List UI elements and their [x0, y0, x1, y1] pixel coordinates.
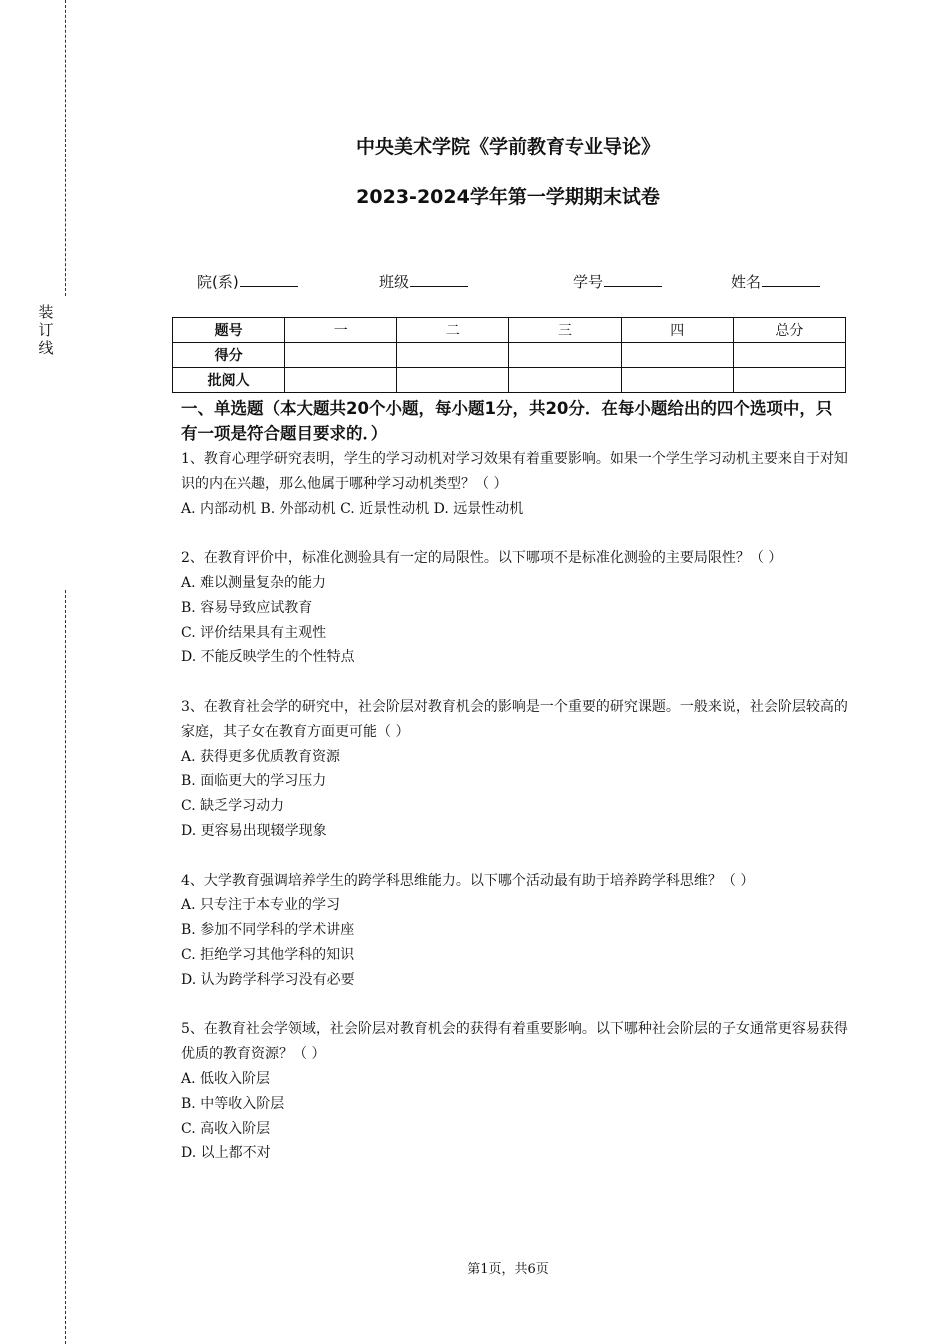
- grader-cell[interactable]: [621, 368, 733, 393]
- score-table-header-cell: 三: [509, 318, 621, 343]
- score-table: [172, 317, 846, 393]
- question-list: [181, 447, 853, 1191]
- score-table-header-cell: 一: [285, 318, 397, 343]
- option-b: B. 参加不同学科的学术讲座: [181, 922, 355, 939]
- name-label: 姓名: [731, 273, 762, 291]
- question-item: [181, 1017, 853, 1166]
- question-stem: 1、教育心理学研究表明，学生的学习动机对学习效果有着重要影响。如果一个学生学习动机主要来自于对知识的内在兴趣，那么他属于哪种学习动机类型？（ ）: [181, 451, 848, 492]
- score-table-header-cell: 二: [397, 318, 509, 343]
- option-b: B. 容易导致应试教育: [181, 599, 313, 616]
- question-item: [181, 546, 853, 670]
- student-id-field[interactable]: [573, 270, 662, 292]
- class-label: 班级: [379, 273, 410, 291]
- question-options: A. 内部动机 B. 外部动机 C. 近景性动机 D. 远景性动机: [181, 500, 524, 517]
- score-table-header-row: [173, 318, 846, 343]
- name-field[interactable]: [731, 270, 820, 292]
- student-info-row: [0, 270, 950, 294]
- college-blank[interactable]: [240, 270, 298, 287]
- exam-title-line1: 中央美术学院《学前教育专业导论》: [355, 136, 660, 158]
- question-item: [181, 869, 853, 993]
- class-blank[interactable]: [410, 270, 468, 287]
- exam-title-line2: 2023-2024学年第一学期期末试卷: [356, 186, 660, 208]
- grader-cell[interactable]: [733, 368, 845, 393]
- score-cell[interactable]: [397, 343, 509, 368]
- binding-label: [36, 303, 56, 357]
- page-footer: 第1页，共6页: [467, 1262, 549, 1277]
- option-a: A. 获得更多优质教育资源: [181, 748, 341, 765]
- question-stem: 3、在教育社会学的研究中，社会阶层对教育机会的影响是一个重要的研究课题。一般来说，社会阶层较高的家庭，其子女在教育方面更可能（ ）: [181, 698, 848, 740]
- option-d: D. 不能反映学生的个性特点: [181, 649, 355, 666]
- score-cell[interactable]: [621, 343, 733, 368]
- binding-char: 线: [38, 339, 54, 357]
- option-d: D. 更容易出现辍学现象: [181, 822, 327, 839]
- question-item: [181, 447, 853, 521]
- option-a: A. 难以测量复杂的能力: [181, 574, 327, 591]
- college-label: 院(系): [197, 273, 239, 291]
- score-table-row: [173, 368, 846, 393]
- option-b: B. 面临更大的学习压力: [181, 773, 327, 790]
- option-c: C. 拒绝学习其他学科的知识: [181, 946, 355, 963]
- score-cell[interactable]: [285, 343, 397, 368]
- score-table-header-cell: 题号: [173, 318, 285, 343]
- question-stem: 4、大学教育强调培养学生的跨学科思维能力。以下哪个活动最有助于培养跨学科思维？（ ）: [181, 872, 755, 889]
- score-cell[interactable]: [509, 343, 621, 368]
- score-cell[interactable]: [733, 343, 845, 368]
- score-table-header-cell: 总分: [733, 318, 845, 343]
- option-b: B. 中等收入阶层: [181, 1095, 285, 1112]
- section-heading: 一、单选题（本大题共20个小题，每小题1分，共20分．在每小题给出的四个选项中，只有一项是符合题目要求的．）: [181, 399, 833, 443]
- binding-char: 订: [38, 321, 54, 339]
- class-field[interactable]: [379, 270, 468, 292]
- option-a: A. 低收入阶层: [181, 1070, 271, 1087]
- score-table-header-cell: 四: [621, 318, 733, 343]
- grader-cell[interactable]: [285, 368, 397, 393]
- score-table-row: [173, 343, 846, 368]
- binding-char: 装: [38, 303, 54, 321]
- grader-row-label: 批阅人: [173, 368, 285, 393]
- name-blank[interactable]: [762, 270, 820, 287]
- question-stem: 2、在教育评价中，标准化测验具有一定的局限性。以下哪项不是标准化测验的主要局限性？（ ）: [181, 550, 783, 567]
- option-d: D. 以上都不对: [181, 1145, 271, 1162]
- option-c: C. 缺乏学习动力: [181, 798, 285, 815]
- student-id-label: 学号: [573, 273, 604, 291]
- student-id-blank[interactable]: [604, 270, 662, 287]
- question-item: [181, 695, 853, 844]
- option-c: C. 高收入阶层: [181, 1120, 271, 1137]
- option-a: A. 只专注于本专业的学习: [181, 897, 341, 914]
- binding-dashed-line-bottom: [65, 590, 66, 1344]
- college-field[interactable]: [197, 270, 298, 292]
- grader-cell[interactable]: [397, 368, 509, 393]
- score-row-label: 得分: [173, 343, 285, 368]
- question-stem: 5、在教育社会学领域，社会阶层对教育机会的获得有着重要影响。以下哪种社会阶层的子女通常更容易获得优质的教育资源？（ ）: [181, 1021, 848, 1063]
- option-c: C. 评价结果具有主观性: [181, 624, 327, 641]
- grader-cell[interactable]: [509, 368, 621, 393]
- option-d: D. 认为跨学科学习没有必要: [181, 971, 355, 988]
